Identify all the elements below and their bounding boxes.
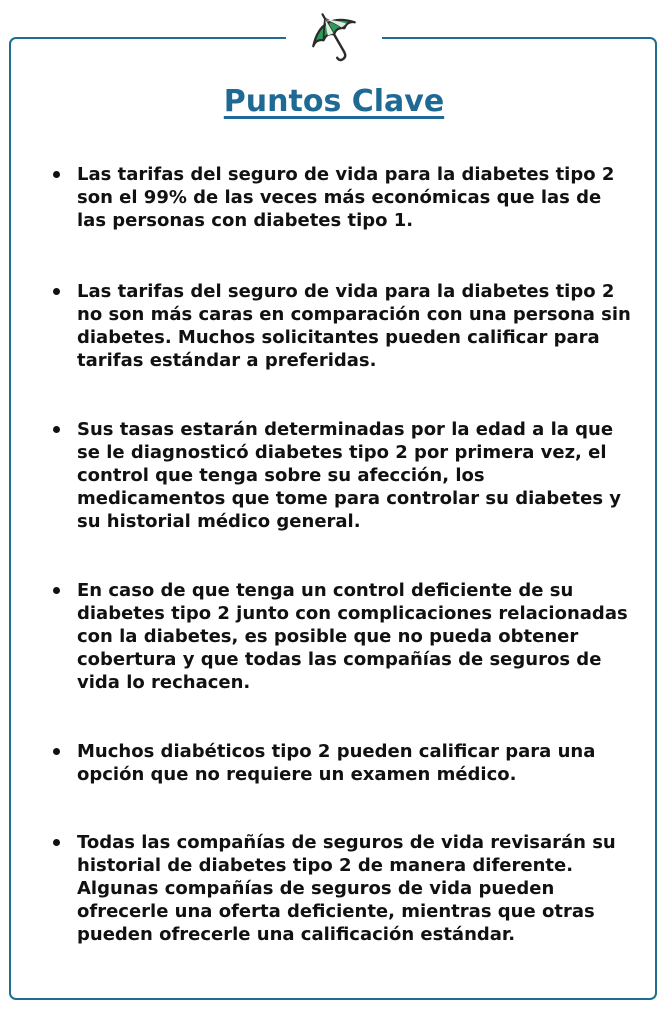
- bullet-dot: [53, 839, 60, 846]
- point-text: Sus tasas estarán determinadas por la edad a la que se le diagnosticó diabetes tipo 2 por primera vez, el control que tenga sobre su afección, los medicamentos que tome para controlar su diabetes y su historial médico general.: [77, 419, 622, 532]
- bullet-dot: [53, 748, 60, 755]
- bullet-dot: [53, 171, 60, 178]
- bullet-dot: [53, 426, 60, 433]
- bullet-dot: [53, 288, 60, 295]
- point-text: Todas las compañías de seguros de vida revisarán su historial de diabetes tipo 2 de manera diferente. Algunas compañías de seguros de vida pueden ofrecerle una oferta deficiente, mientras que otras pueden ofrecerle una calificación estándar.: [77, 832, 616, 945]
- point-text: Las tarifas del seguro de vida para la diabetes tipo 2 son el 99% de las veces más económicas que las de las personas con diabetes tipo 1.: [77, 164, 615, 231]
- list-item: [77, 163, 632, 232]
- bullet-dot: [53, 587, 60, 594]
- list-item: [77, 831, 632, 946]
- umbrella-icon: [305, 10, 365, 62]
- list-item: [77, 418, 632, 533]
- page-title: Puntos Clave: [223, 84, 445, 119]
- list-item: [77, 579, 632, 694]
- list-item: [77, 740, 632, 786]
- list-item: [77, 280, 632, 372]
- point-text: Las tarifas del seguro de vida para la diabetes tipo 2 no son más caras en comparación con una persona sin diabetes. Muchos solicitantes pueden calificar para tarifas estándar a preferidas.: [77, 281, 631, 371]
- point-text: Muchos diabéticos tipo 2 pueden calificar para una opción que no requiere un examen médico.: [77, 741, 596, 785]
- point-text: En caso de que tenga un control deficiente de su diabetes tipo 2 junto con complicaciones relacionadas con la diabetes, es posible que no pueda obtener cobertura y que todas las compañías de seguros de vida lo rechacen.: [77, 580, 628, 693]
